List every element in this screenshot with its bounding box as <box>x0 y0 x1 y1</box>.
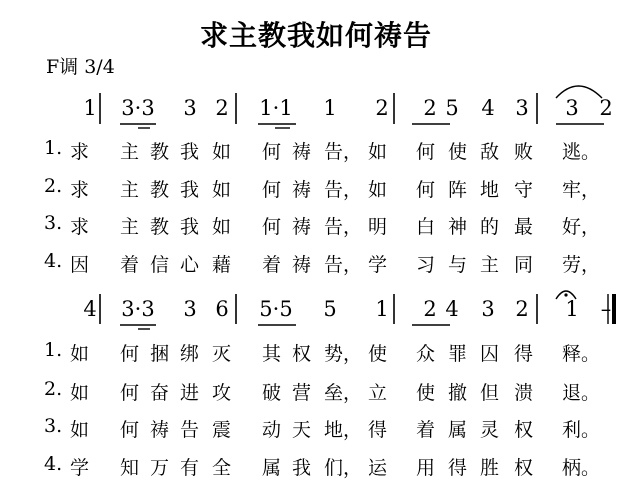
lyric-char: 我 <box>292 457 312 479</box>
lyric-char: 得 <box>368 419 388 441</box>
lyric-char: 如 <box>368 141 388 163</box>
note: 2 <box>423 96 437 120</box>
lyric-char: 营 <box>292 382 312 404</box>
lyric-char: 捆 <box>150 343 170 365</box>
lyric-char: 何 <box>262 141 282 163</box>
lyric-char: 着 <box>120 254 140 276</box>
lyric-char: 运 <box>368 457 388 479</box>
lyric-char: 同 <box>514 254 534 276</box>
note: 3 <box>183 96 197 120</box>
lyric-char: 何 <box>262 179 282 201</box>
lyric-char: 求 <box>70 216 90 238</box>
lyric-char: 其 <box>262 343 282 365</box>
verse-number: 3. <box>44 212 63 234</box>
lyric-char: 如 <box>70 343 90 365</box>
lyric-char: 祷 <box>292 216 312 238</box>
lyric-char: 绑 <box>180 343 200 365</box>
note: 1 <box>83 96 97 120</box>
lyric-char: 立 <box>368 382 388 404</box>
note: 3 <box>515 96 529 120</box>
lyric-char: 地， <box>324 419 363 441</box>
verse-number: 2. <box>44 175 63 197</box>
verse-number: 4. <box>44 453 63 475</box>
lyric-char: 着 <box>262 254 282 276</box>
lyric-char: 柄。 <box>562 457 601 479</box>
note: 3·3 <box>121 297 155 321</box>
lyric-char: 告， <box>324 179 363 201</box>
lyric-char: 告， <box>324 216 363 238</box>
lyric-char: 主 <box>120 141 140 163</box>
lyric-char: 告， <box>324 254 363 276</box>
lyric-char: 主 <box>120 216 140 238</box>
lyric-char: 攻 <box>212 382 232 404</box>
lyric-char: 胜 <box>480 457 500 479</box>
lyric-char: 劳， <box>562 254 601 276</box>
lyric-char: 破 <box>262 382 282 404</box>
lyric-char: 灭 <box>212 343 232 365</box>
lyric-char: 着 <box>416 419 436 441</box>
lyric-char: 势， <box>324 343 363 365</box>
lyric-char: 用 <box>416 457 436 479</box>
song-title: 求主教我如何祷告 <box>199 19 432 52</box>
lyric-char: 如 <box>368 179 388 201</box>
lyric-char: 求 <box>70 141 90 163</box>
note: 3 <box>565 96 579 120</box>
lyric-char: 天 <box>292 419 312 441</box>
lyric-char: 神 <box>448 216 468 238</box>
lyric-char: 知 <box>120 457 140 479</box>
lyric-char: 地 <box>480 179 500 201</box>
lyric-char: 罪 <box>448 343 468 365</box>
lyric-char: 进 <box>180 382 200 404</box>
key-signature: F调 3/4 <box>46 56 115 78</box>
lyric-char: 告 <box>180 419 200 441</box>
lyric-char: 我 <box>180 179 200 201</box>
lyric-char: 震 <box>212 419 232 441</box>
note: 5 <box>445 96 459 120</box>
lyric-char: 主 <box>120 179 140 201</box>
lyric-char: 有 <box>180 457 200 479</box>
lyric-char: 我 <box>180 216 200 238</box>
lyric-char: 何 <box>416 179 436 201</box>
lyric-char: 与 <box>448 254 468 276</box>
lyric-char: 告， <box>324 141 363 163</box>
lyric-char: 垒， <box>324 382 363 404</box>
note: 5·5 <box>259 297 293 321</box>
lyric-char: 白 <box>416 216 436 238</box>
lyric-char: 动 <box>262 419 282 441</box>
lyric-char: 释。 <box>562 343 601 365</box>
lyric-char: 何 <box>120 419 140 441</box>
lyric-char: 最 <box>514 216 534 238</box>
lyric-char: 权 <box>514 457 534 479</box>
lyric-char: 学 <box>368 254 388 276</box>
lyric-char: 溃 <box>514 382 534 404</box>
lyric-char: 使 <box>416 382 436 404</box>
lyric-char: 藉 <box>212 254 232 276</box>
verse-number: 2. <box>44 378 63 400</box>
lyric-char: 权 <box>514 419 534 441</box>
lyric-char: 因 <box>70 254 90 276</box>
verse-number: 1. <box>44 137 63 159</box>
lyric-char: 如 <box>212 216 232 238</box>
note: 4 <box>445 297 459 321</box>
lyric-char: 退。 <box>562 382 601 404</box>
lyric-char: 何 <box>416 141 436 163</box>
note: 1 <box>375 297 389 321</box>
lyric-char: 我 <box>180 141 200 163</box>
lyric-char: 的 <box>480 216 500 238</box>
lyric-char: 众 <box>416 343 436 365</box>
lyric-char: 万 <box>150 457 170 479</box>
verse-number: 1. <box>44 339 63 361</box>
lyric-char: 何 <box>120 382 140 404</box>
lyric-char: 如 <box>212 179 232 201</box>
lyric-char: 习 <box>416 254 436 276</box>
lyric-char: 属 <box>262 457 282 479</box>
lyric-char: 奋 <box>150 382 170 404</box>
verse-number: 4. <box>44 250 63 272</box>
note: 3 <box>183 297 197 321</box>
note: 4 <box>481 96 495 120</box>
lyric-char: 祷 <box>292 141 312 163</box>
lyric-char: 祷 <box>150 419 170 441</box>
note: 1 <box>565 297 579 321</box>
lyric-char: 但 <box>480 382 500 404</box>
lyric-char: 明 <box>368 216 388 238</box>
lyric-char: 牢， <box>562 179 601 201</box>
lyric-char: 撤 <box>448 382 468 404</box>
lyric-char: 阵 <box>448 179 468 201</box>
lyric-char: 教 <box>150 141 170 163</box>
lyric-char: 们， <box>324 457 363 479</box>
note: – <box>600 297 612 321</box>
lyric-char: 教 <box>150 179 170 201</box>
lyric-char: 使 <box>448 141 468 163</box>
lyric-char: 属 <box>448 419 468 441</box>
lyric-char: 主 <box>480 254 500 276</box>
note: 2 <box>375 96 389 120</box>
lyric-char: 何 <box>120 343 140 365</box>
lyric-char: 权 <box>292 343 312 365</box>
lyric-char: 祷 <box>292 254 312 276</box>
lyric-char: 如 <box>70 419 90 441</box>
lyric-char: 全 <box>212 457 232 479</box>
note: 2 <box>515 297 529 321</box>
note: 5 <box>323 297 337 321</box>
lyric-char: 得 <box>514 343 534 365</box>
note: 6 <box>215 297 229 321</box>
note: 2 <box>423 297 437 321</box>
lyric-char: 信 <box>150 254 170 276</box>
note: 3 <box>481 297 495 321</box>
lyric-char: 求 <box>70 179 90 201</box>
lyric-char: 敌 <box>480 141 500 163</box>
lyric-char: 祷 <box>292 179 312 201</box>
lyric-char: 如 <box>212 141 232 163</box>
lyric-char: 心 <box>180 254 200 276</box>
lyric-char: 囚 <box>480 343 500 365</box>
lyric-char: 何 <box>262 216 282 238</box>
note: 4 <box>83 297 97 321</box>
lyric-char: 败 <box>514 141 534 163</box>
note: 1 <box>323 96 337 120</box>
lyric-char: 得 <box>448 457 468 479</box>
lyric-char: 好， <box>562 216 601 238</box>
lyric-char: 逃。 <box>562 141 601 163</box>
lyric-char: 教 <box>150 216 170 238</box>
lyric-char: 使 <box>368 343 388 365</box>
verse-number: 3. <box>44 415 63 437</box>
lyric-char: 学 <box>70 457 90 479</box>
note: 1·1 <box>259 96 293 120</box>
note: 2 <box>599 96 613 120</box>
lyric-char: 灵 <box>480 419 500 441</box>
lyric-char: 如 <box>70 382 90 404</box>
note: 3·3 <box>121 96 155 120</box>
lyric-char: 守 <box>514 179 534 201</box>
note: 2 <box>215 96 229 120</box>
lyric-char: 利。 <box>562 419 601 441</box>
